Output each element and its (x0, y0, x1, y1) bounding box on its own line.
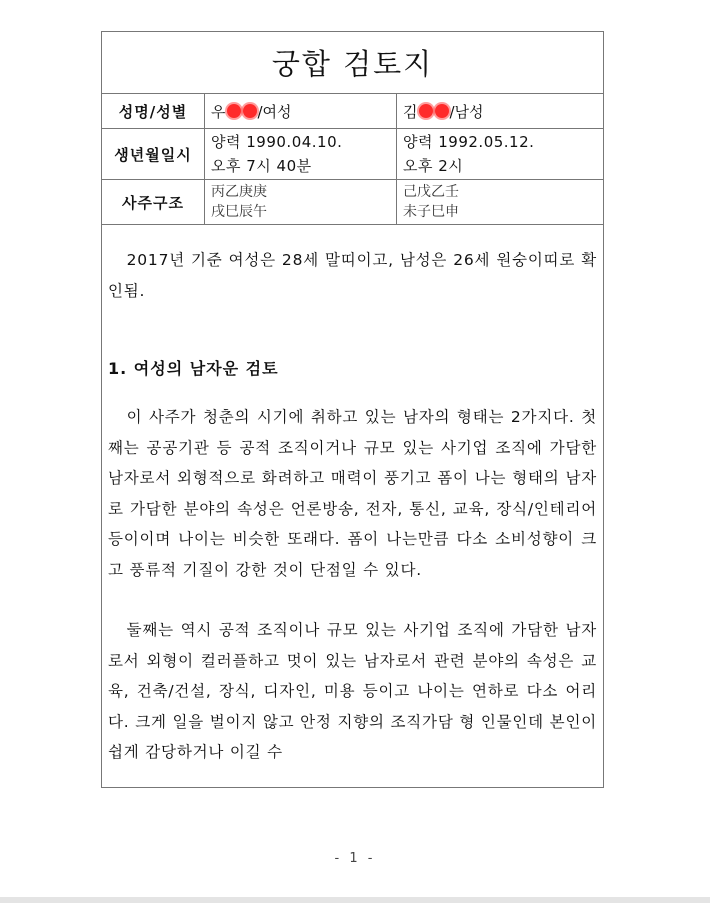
female-birth-time: 오후 7시 40분 (211, 157, 312, 175)
intro-paragraph: 2017년 기준 여성은 28세 말띠이고, 남성은 26세 원숭이띠로 확인됨. (108, 251, 597, 300)
table-row-saju (102, 180, 603, 225)
label-name-gender: 성명/성별 (102, 94, 205, 128)
document-page (101, 31, 604, 788)
redaction-mark-icon (419, 104, 433, 118)
title-row (102, 32, 603, 94)
section-heading: 1. 여성의 남자운 검토 (108, 359, 279, 378)
document-title: 궁합 검토지 (271, 47, 434, 81)
male-name-prefix: 김 (403, 102, 418, 121)
redaction-mark-icon (227, 104, 241, 118)
female-birth-cell (205, 129, 397, 179)
viewer-bottom-edge (0, 897, 710, 903)
redaction-mark-icon (435, 104, 449, 118)
male-birth-cell (397, 129, 603, 179)
female-saju-cell (205, 180, 397, 224)
document-body (102, 225, 603, 768)
female-name-prefix: 우 (211, 102, 226, 121)
female-saju-stems: 丙乙庚庚 (211, 184, 267, 200)
male-gender: /남성 (449, 102, 484, 121)
male-saju-branches: 未子巳申 (403, 204, 459, 220)
female-birth-date: 양력 1990.04.10. (211, 133, 343, 151)
table-row-name (102, 94, 603, 129)
female-gender: /여성 (257, 102, 292, 121)
male-birth-date: 양력 1992.05.12. (403, 133, 535, 151)
female-saju-branches: 戌巳辰午 (211, 204, 267, 220)
redaction-mark-icon (243, 104, 257, 118)
female-name-cell (205, 94, 397, 128)
paragraph-1: 이 사주가 청춘의 시기에 취하고 있는 남자의 형태는 2가지다. 첫째는 공공기관 등 공적 조직이거나 규모 있는 사기업 조직에 가담한 남자로서 외형적으로 화려하고 매력이 풍기고 폼이 나는 형태의 남자로 가담한 분야의 속성은 언론방송, 전자, 통신, 교육, 장식/인테리어 등이이며 나이는 비슷한 또래다. 폼이 나는만큼 다소 소비성향이 크고 풍류적 기질이 강한 것이 단점일 수 있다. (108, 408, 597, 579)
male-name-cell (397, 94, 603, 128)
male-birth-time: 오후 2시 (403, 157, 464, 175)
paragraph-2: 둘째는 역시 공적 조직이나 규모 있는 사기업 조직에 가담한 남자로서 외형이 컬러플하고 멋이 있는 남자로서 관련 분야의 속성은 교육, 건축/건설, 장식, 디자인, 미용 등이고 나이는 연하로 다소 어리다. 크게 일을 벌이지 않고 안정 지향의 조직가담 형 인물인데 본인이 쉽게 감당하거나 이길 수 (108, 621, 597, 761)
table-row-birth (102, 129, 603, 180)
page-number: - 1 - (334, 851, 376, 866)
male-saju-stems: 己戊乙壬 (403, 184, 459, 200)
label-birth: 생년월일시 (102, 129, 205, 179)
male-saju-cell (397, 180, 603, 224)
label-saju: 사주구조 (102, 180, 205, 224)
